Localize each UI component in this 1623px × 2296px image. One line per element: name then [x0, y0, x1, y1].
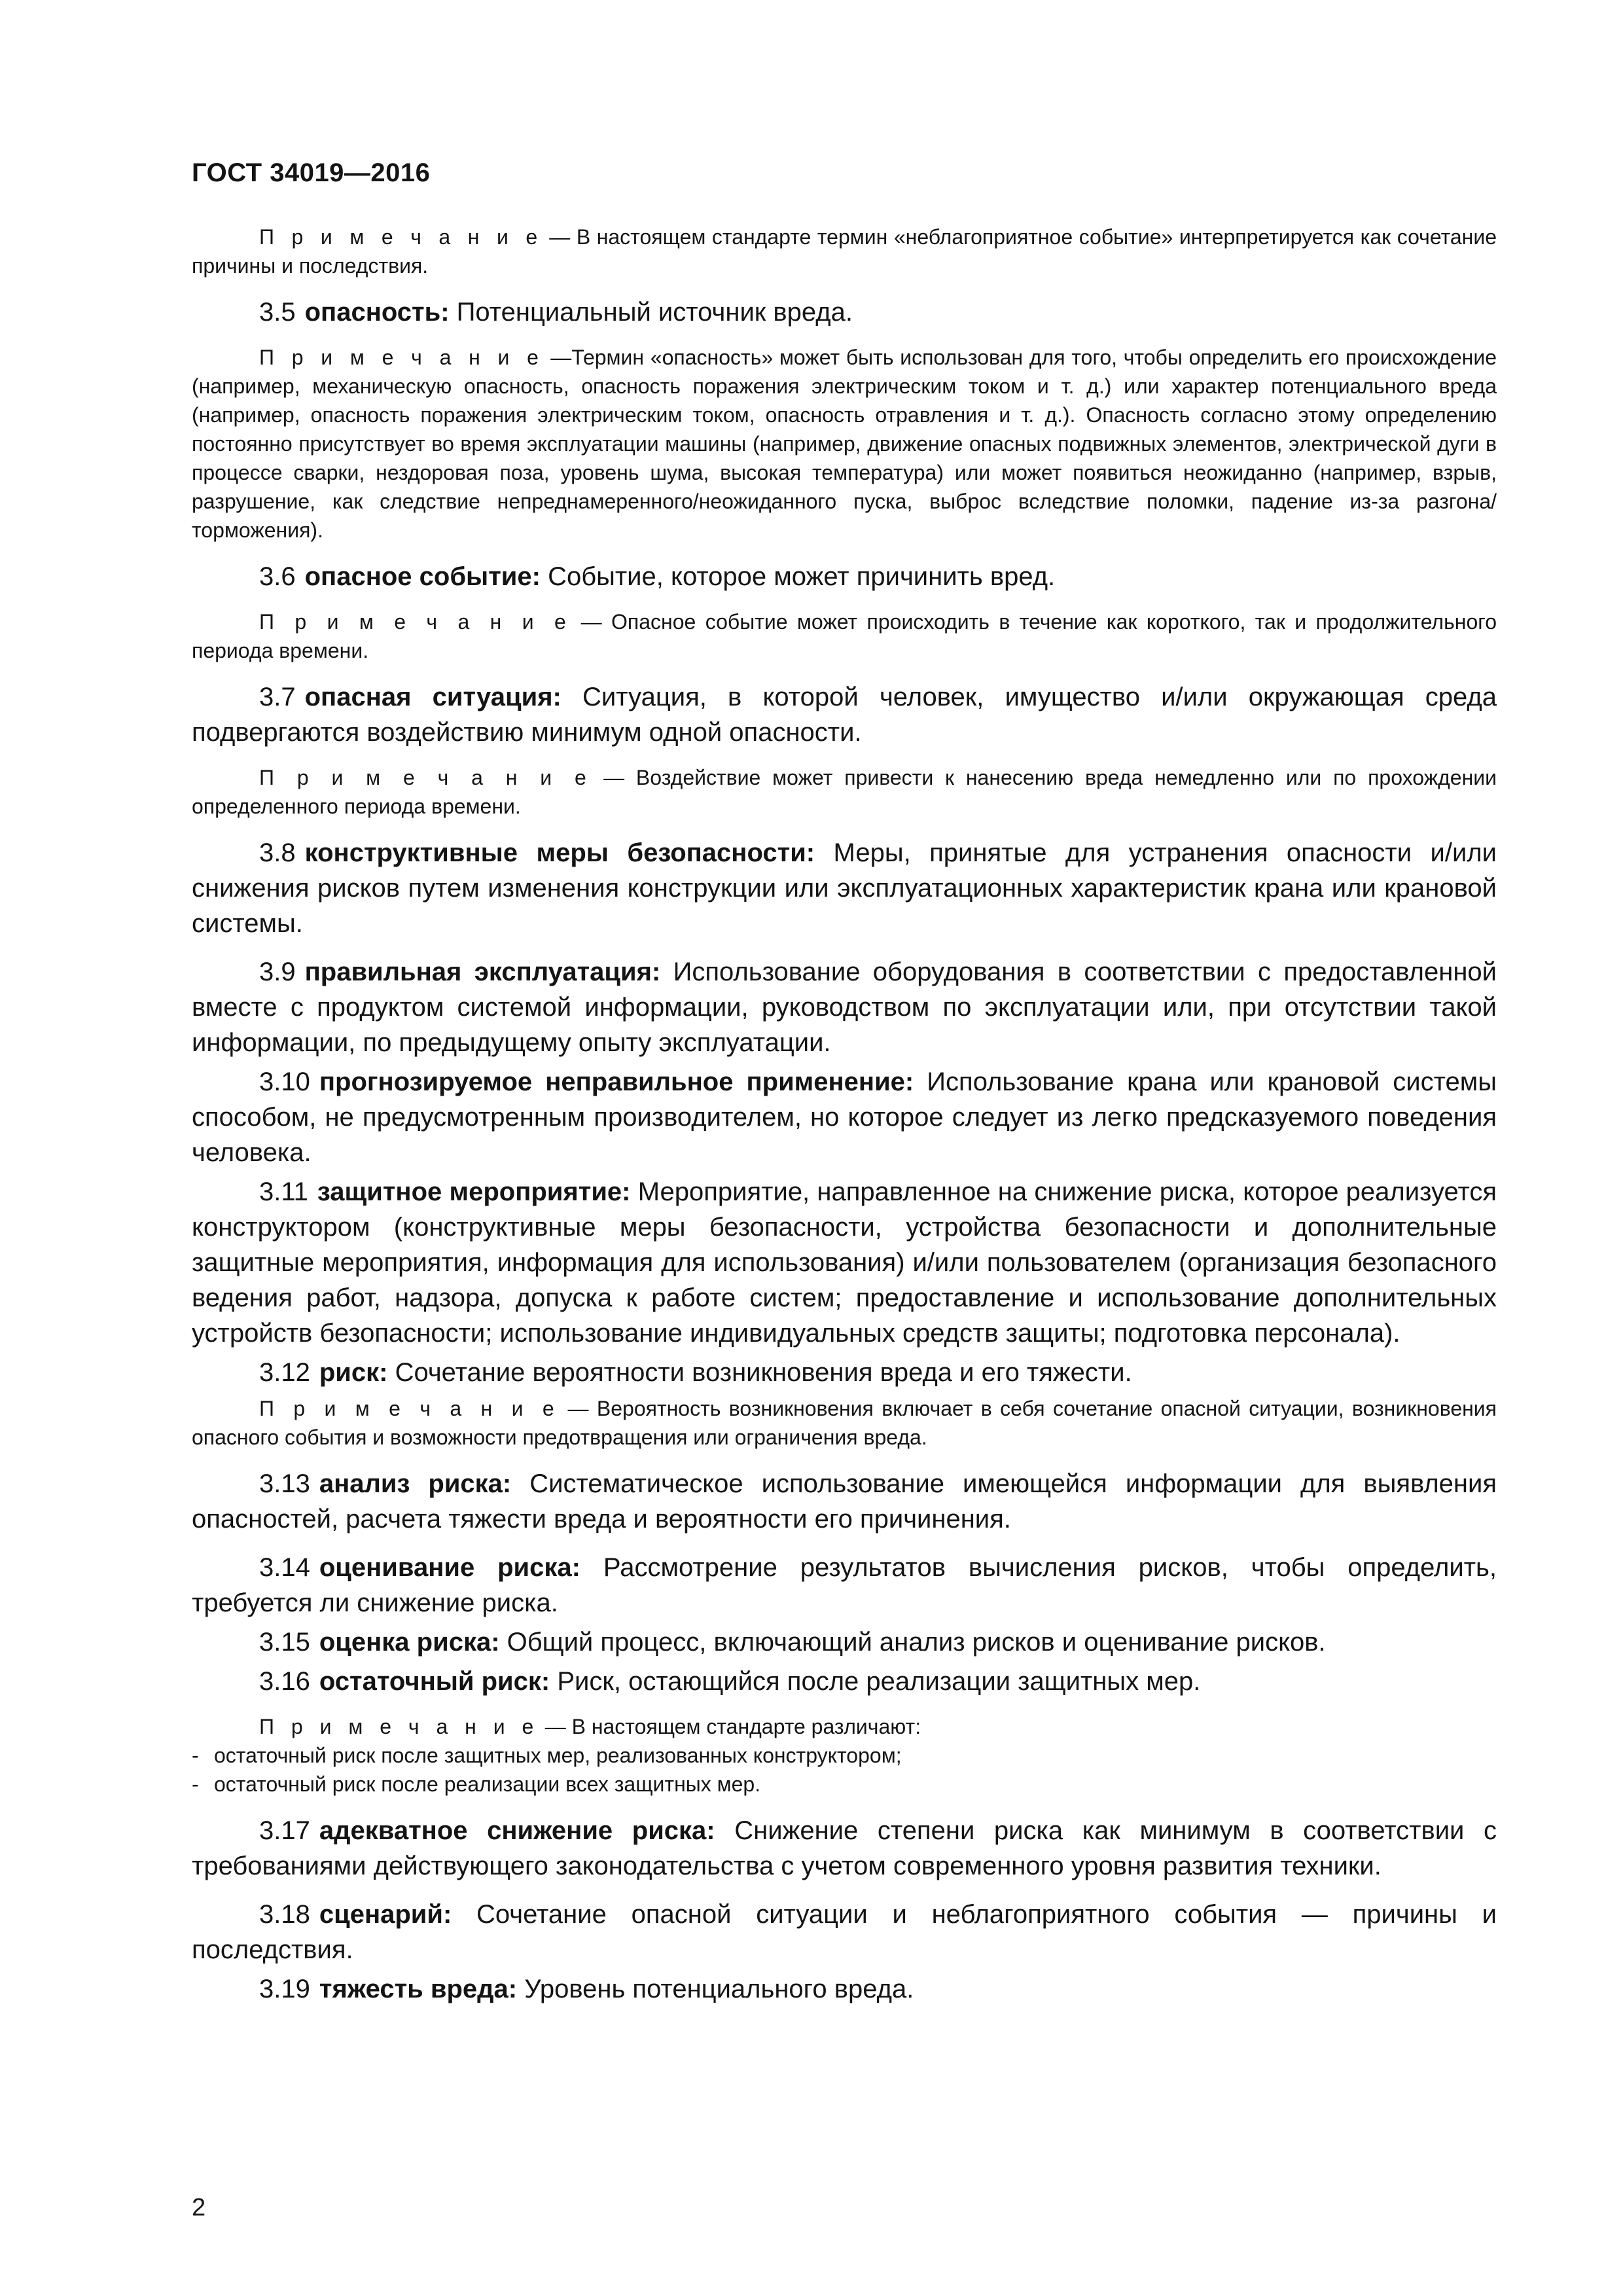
term-definition — [192, 1174, 1497, 1351]
note-label: П р и м е ч а н и е — [259, 1397, 560, 1420]
note-text: — В настоящем стандарте различают: — [539, 1715, 921, 1738]
term-definition — [192, 1624, 1497, 1660]
term-definition-text: Использование оборудования в соответствии с предоставленной вместе с продуктом системой информации, руководством по эксплуатации или, при отсутствии такой информации, по предыдущему опыту эксплуатации. — [192, 958, 1497, 1057]
note-paragraph — [192, 763, 1497, 821]
term-name: сценарий: — [319, 1900, 452, 1929]
term-name: опасная ситуация: — [304, 683, 562, 711]
term-definition-text: Рассмотрение результатов вычисления рисков, чтобы определить, требуется ли снижение риска. — [192, 1553, 1497, 1617]
term-definition — [192, 835, 1497, 941]
document-body — [192, 223, 1497, 2020]
term-number: 3.5 — [259, 298, 296, 327]
term-name: опасное событие: — [304, 562, 541, 591]
term-name: остаточный риск: — [319, 1667, 550, 1696]
term-name: оценка риска: — [319, 1628, 500, 1657]
note-label: П р и м е ч а н и е — [259, 225, 543, 249]
term-definition-text: Систематическое использование имеющейся информации для выявления опасностей, расчета тяжести вреда и вероятности его причинения. — [192, 1469, 1497, 1534]
term-number: 3.15 — [259, 1628, 310, 1657]
note-paragraph — [192, 1712, 1497, 1741]
list-dash-marker: - — [192, 1744, 199, 1767]
term-definition — [192, 1897, 1497, 1967]
note-label: П р и м е ч а н и е — [259, 766, 592, 789]
term-definition-text: Событие, которое может причинить вред. — [540, 562, 1056, 591]
term-definition-text: Ситуация, в которой человек, имущество и/или окружающая среда подвергаются воздействию минимум одной опасности. — [192, 683, 1497, 747]
note-list-item — [192, 1770, 1497, 1799]
term-definition — [192, 1064, 1497, 1170]
note-paragraph — [192, 343, 1497, 545]
term-definition-text: Общий процесс, включающий анализ рисков и оценивание рисков. — [499, 1628, 1326, 1657]
term-name: анализ риска: — [319, 1469, 512, 1498]
term-name: правильная эксплуатация: — [304, 958, 661, 986]
term-number: 3.17 — [259, 1816, 310, 1845]
term-number: 3.9 — [259, 958, 296, 986]
term-number: 3.16 — [259, 1667, 310, 1696]
term-definition-text: Использование крана или крановой системы способом, не предусмотренным производителем, но которое следует из легко предсказуемого поведения человека. — [192, 1067, 1497, 1167]
term-name: опасность: — [304, 298, 450, 327]
term-definition — [192, 1664, 1497, 1699]
term-name: конструктивные меры безопасности: — [304, 838, 815, 867]
note-text: — Воздействие может привести к нанесению вреда немедленно или по прохождении определенного периода времени. — [192, 766, 1497, 818]
term-definition — [192, 679, 1497, 750]
term-definition — [192, 1355, 1497, 1390]
note-list-item-text: остаточный риск после реализации всех защитных мер. — [214, 1772, 761, 1796]
note-label: П р и м е ч а н и е — [259, 610, 572, 634]
term-definition-text: Сочетание вероятности возникновения вреда и его тяжести. — [387, 1358, 1132, 1387]
note-paragraph — [192, 223, 1497, 280]
term-number: 3.13 — [259, 1469, 310, 1498]
standard-header: ГОСТ 34019—2016 — [192, 158, 431, 187]
note-text: — В настоящем стандарте термин «неблагоприятное событие» интерпретируется как сочетание причины и последствия. — [192, 225, 1497, 278]
term-number: 3.8 — [259, 838, 296, 867]
term-number: 3.11 — [259, 1177, 308, 1206]
term-number: 3.12 — [259, 1358, 310, 1387]
term-definition — [192, 954, 1497, 1060]
term-number: 3.10 — [259, 1067, 310, 1096]
term-definition — [192, 1550, 1497, 1621]
term-definition-text: Меры, принятые для устранения опасности и/или снижения рисков путем изменения конструкции или эксплуатационных характеристик крана или крановой системы. — [192, 838, 1497, 938]
term-name: прогнозируемое неправильное применение: — [319, 1067, 914, 1096]
term-definition-text: Риск, остающийся после реализации защитных мер. — [550, 1667, 1201, 1696]
note-with-list — [192, 1712, 1497, 1799]
term-name: защитное мероприятие: — [317, 1177, 631, 1206]
term-definition — [192, 559, 1497, 594]
list-dash-marker: - — [192, 1772, 199, 1796]
term-definition — [192, 1813, 1497, 1884]
term-definition-text: Потенциальный источник вреда. — [449, 298, 853, 327]
term-name: тяжесть вреда: — [319, 1975, 518, 2003]
term-definition — [192, 1971, 1497, 2007]
note-text: — Вероятность возникновения включает в себя сочетание опасной ситуации, возникновения опасного события и возможности предотвращения или ограничения вреда. — [192, 1397, 1497, 1449]
term-definition-text: Уровень потенциального вреда. — [517, 1975, 914, 2003]
term-number: 3.19 — [259, 1975, 310, 2003]
term-name: адекватное снижение риска: — [319, 1816, 715, 1845]
note-label: П р и м е ч а н и е — [259, 1715, 539, 1738]
page-number: 2 — [192, 2194, 206, 2221]
note-text: — Опасное событие может происходить в течение как короткого, так и продолжительного периода времени. — [192, 610, 1497, 662]
term-definition — [192, 1466, 1497, 1537]
note-label: П р и м е ч а н и е — [259, 346, 544, 369]
note-list-item — [192, 1741, 1497, 1770]
term-definition-text: Снижение степени риска как минимум в соответствии с требованиями действующего законодательства с учетом современного уровня развития техники. — [192, 1816, 1497, 1880]
term-name: оценивание риска: — [319, 1553, 580, 1582]
term-number: 3.18 — [259, 1900, 310, 1929]
note-paragraph — [192, 607, 1497, 665]
note-text: —Термин «опасность» может быть использован для того, чтобы определить его происхождение (например, механическую опасность, опасность поражения электрическим током и т. д.) или характер потенциального вреда (например, опасность поражения электрическим током, опасность отравления и т. д.). Опасность согласно этому определению постоянно присутствует во время эксплуатации машины (например, движение опасных подвижных элементов, электрической дуги в процессе сварки, нездоровая поза, уровень шума, высокая температура) или может появиться неожиданно (например, взрыв, разрушение, как следствие непреднамеренного/неожиданного пуска, выброс вследствие поломки, падение из-за разгона/торможения). — [192, 346, 1497, 542]
term-definition-text: Сочетание опасной ситуации и неблагоприятного события — причины и последствия. — [192, 1900, 1497, 1964]
term-number: 3.7 — [259, 683, 296, 711]
term-number: 3.14 — [259, 1553, 310, 1582]
note-list-item-text: остаточный риск после защитных мер, реализованных конструктором; — [214, 1744, 902, 1767]
note-paragraph — [192, 1394, 1497, 1452]
term-definition — [192, 295, 1497, 330]
term-name: риск: — [319, 1358, 388, 1387]
term-number: 3.6 — [259, 562, 296, 591]
term-definition-text: Мероприятие, направленное на снижение риска, которое реализуется конструктором (конструктивные меры безопасности, устройства безопасности и дополнительные защитные мероприятия, информация для использования) и/или пользователем (организация безопасного ведения работ, надзора, допуска к работе систем; предоставление и использование дополнительных устройств безопасности; использование индивидуальных средств защиты; подготовка персонала). — [192, 1177, 1497, 1348]
